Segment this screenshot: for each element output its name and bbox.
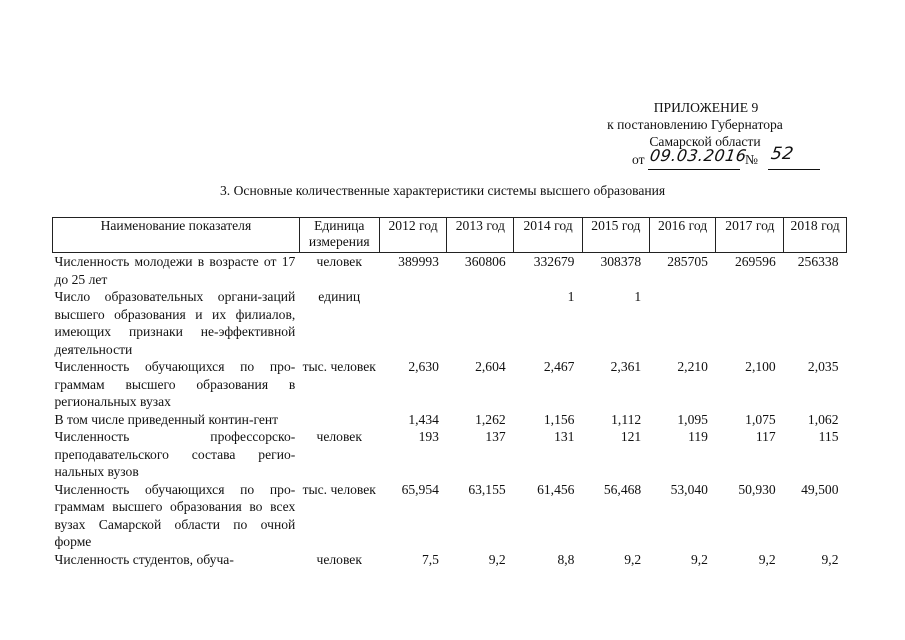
- indicator-name: Численность профессорско-преподавательского состава регио-нальных вузов: [54, 429, 296, 479]
- value-cell: 2,035: [807, 359, 839, 374]
- table-row: [53, 288, 847, 358]
- value-cell: 332679: [533, 254, 575, 269]
- value-cell: 2,361: [610, 359, 642, 374]
- value-cell: 1,262: [475, 411, 506, 427]
- value-cell: 9,2: [690, 551, 708, 567]
- value-cell: 2,604: [475, 359, 506, 374]
- value-cell: 269596: [734, 254, 776, 269]
- value-cell: 115: [818, 429, 839, 444]
- resolution-reference: к постановлению Губернатора: [607, 117, 783, 132]
- value-cell: [784, 288, 847, 358]
- table-row: [53, 551, 847, 569]
- value-cell: 2,210: [677, 359, 708, 374]
- value-cell: 61,456: [537, 481, 575, 497]
- date-underline: [648, 169, 740, 170]
- column-header: 2016 год: [649, 218, 716, 253]
- number-underline: [768, 169, 820, 170]
- column-header: 2017 год: [716, 218, 784, 253]
- value-cell: 8,8: [557, 551, 575, 567]
- table-row: [53, 411, 847, 429]
- value-cell: 49,500: [801, 481, 839, 497]
- indicator-name: Численность обучающихся по про-граммам высшего образования во всех вузах Самарской области по очной форме: [54, 481, 296, 549]
- value-cell: 2,630: [408, 359, 439, 374]
- value-cell: 7,5: [421, 551, 439, 567]
- unit-cell: человек: [316, 429, 362, 444]
- value-cell: 389993: [398, 254, 439, 269]
- column-header: Единица измерения: [299, 218, 379, 253]
- value-cell: [447, 288, 514, 358]
- value-cell: 256338: [797, 254, 839, 269]
- value-cell: 2,100: [745, 359, 776, 374]
- value-cell: [379, 288, 447, 358]
- appendix-number: ПРИЛОЖЕНИЕ 9: [653, 100, 759, 115]
- unit-cell: человек: [316, 551, 362, 567]
- indicator-name: Численность студентов, обуча-: [54, 551, 234, 567]
- column-header: 2012 год: [379, 218, 447, 253]
- value-cell: [649, 288, 716, 358]
- value-cell: 53,040: [670, 481, 708, 497]
- region-name: Самарской области: [649, 134, 761, 149]
- value-cell: 56,468: [603, 481, 642, 497]
- value-cell: 1: [567, 289, 575, 304]
- column-header: 2013 год: [447, 218, 514, 253]
- value-cell: 1,062: [807, 411, 839, 427]
- indicator-name: Численность обучающихся по про-граммам высшего образования в региональных вузах: [54, 359, 296, 409]
- value-cell: 121: [620, 429, 642, 444]
- column-header: Наименование показателя: [53, 218, 300, 253]
- value-cell: 1,075: [745, 411, 776, 427]
- value-cell: 119: [688, 429, 708, 444]
- value-cell: 360806: [464, 254, 506, 269]
- value-cell: 1,095: [677, 411, 708, 427]
- unit-cell: человек: [316, 254, 362, 269]
- handwritten-date: 09.03.2016: [648, 146, 748, 165]
- unit-cell: тыс. человек: [302, 359, 376, 374]
- unit-cell: [299, 411, 379, 429]
- value-cell: 50,930: [738, 481, 776, 497]
- column-header: 2015 год: [582, 218, 649, 253]
- value-cell: 9,2: [821, 551, 839, 567]
- value-cell: 193: [418, 429, 439, 444]
- indicator-name: Численность молодежи в возрасте от 17 до 25 лет: [54, 254, 296, 287]
- number-label: №: [745, 152, 758, 167]
- value-cell: 1: [634, 289, 642, 304]
- indicator-name: Число образовательных органи-заций высшего образования и их филиалов, имеющих признаки не-эффективной деятельности: [54, 289, 296, 357]
- value-cell: 9,2: [758, 551, 776, 567]
- value-cell: 1,434: [408, 411, 439, 427]
- unit-cell: единиц: [318, 289, 361, 304]
- value-cell: 65,954: [401, 481, 439, 497]
- resolution-date-line: [560, 144, 830, 170]
- value-cell: 1,156: [543, 411, 575, 427]
- value-cell: 63,155: [468, 481, 506, 497]
- value-cell: 131: [554, 429, 575, 444]
- value-cell: 2,467: [543, 359, 575, 374]
- table-header-row: [53, 218, 847, 253]
- value-cell: 137: [485, 429, 506, 444]
- value-cell: 117: [755, 429, 776, 444]
- appendix-header: [560, 99, 830, 170]
- table-row: [53, 481, 847, 551]
- value-cell: 308378: [600, 254, 642, 269]
- table-row: [53, 253, 847, 289]
- indicator-name: В том числе приведенный контин-гент: [54, 411, 279, 427]
- value-cell: 285705: [667, 254, 708, 269]
- value-cell: 9,2: [488, 551, 506, 567]
- value-cell: [716, 288, 784, 358]
- section-title: 3. Основные количественные характеристики системы высшего образования: [220, 183, 666, 198]
- column-header: 2018 год: [784, 218, 847, 253]
- table-row: [53, 358, 847, 411]
- column-header: 2014 год: [514, 218, 583, 253]
- unit-cell: тыс. человек: [302, 481, 376, 497]
- handwritten-number: 52: [769, 144, 796, 164]
- value-cell: 9,2: [624, 551, 642, 567]
- from-label: от: [632, 152, 645, 167]
- value-cell: 1,112: [611, 411, 642, 427]
- characteristics-table: [52, 217, 847, 568]
- table-row: [53, 428, 847, 481]
